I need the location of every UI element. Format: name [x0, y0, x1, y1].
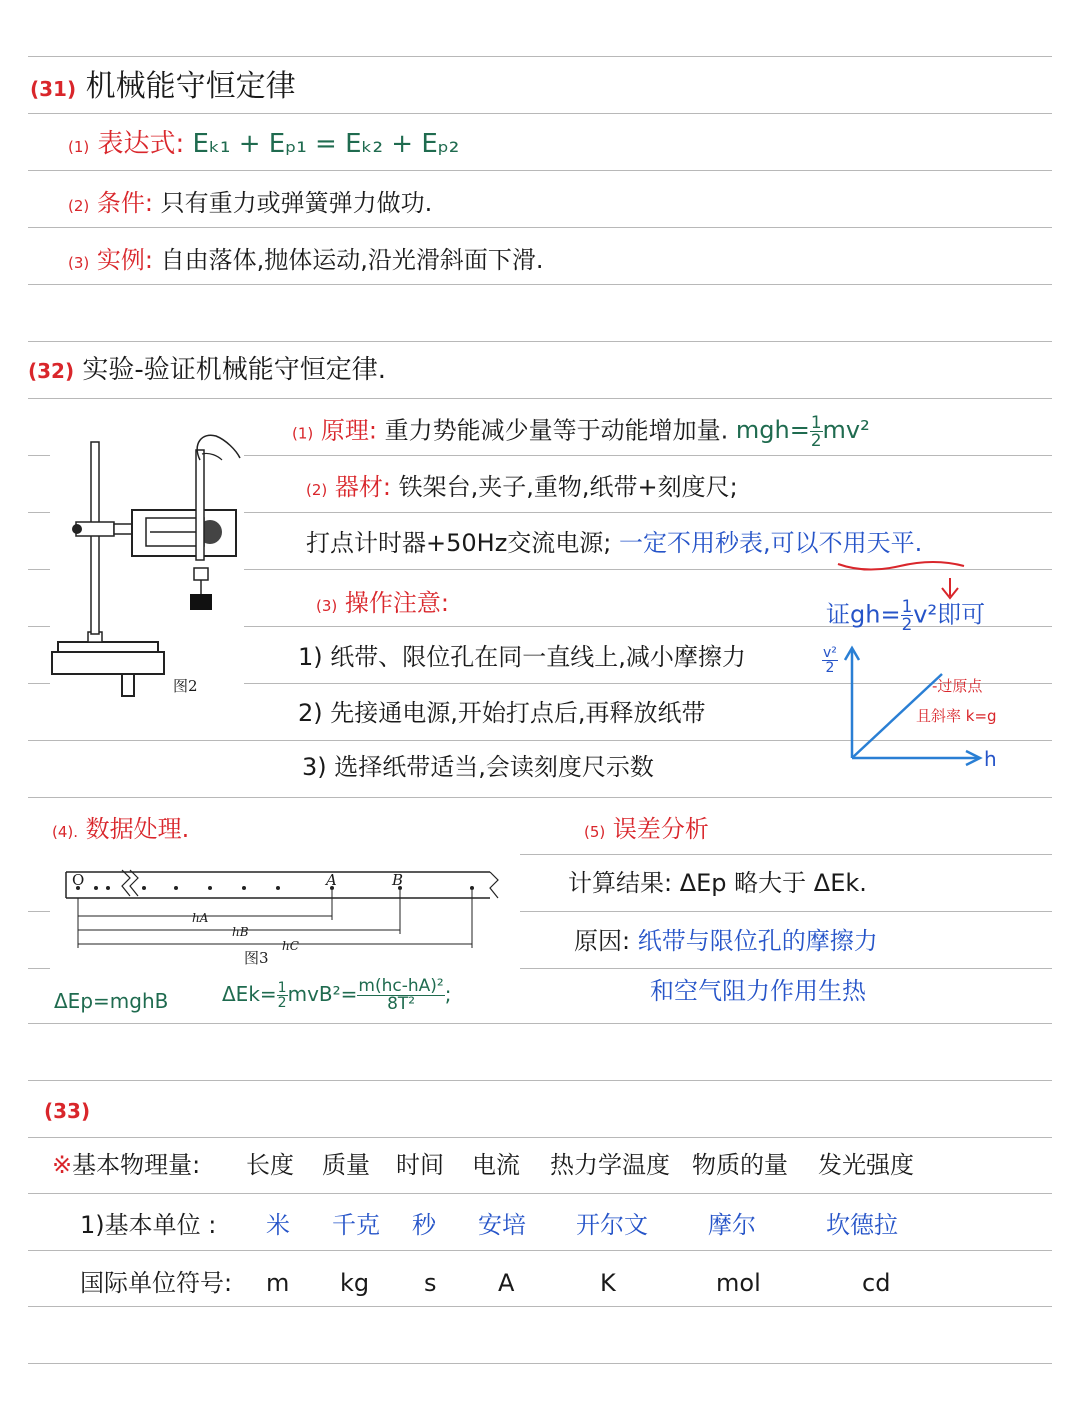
- graph-y-label: $\frac{\text{v²}}{2}$: [823, 645, 837, 676]
- basic-quantities-row: [52, 1152, 200, 1178]
- symbol-K: K: [600, 1269, 616, 1297]
- examples-text: 自由落体,抛体运动,沿光滑斜面下滑.: [160, 246, 544, 274]
- graph-note-slope: 且斜率 k=g: [916, 707, 997, 725]
- quantity-length: 长度: [246, 1151, 294, 1179]
- tape-label-A: A: [326, 871, 337, 889]
- unit-second: 秒: [412, 1211, 436, 1239]
- item-number: (2): [68, 197, 90, 215]
- tape-label-hC: hC: [282, 939, 299, 953]
- unit-meter: 米: [266, 1211, 290, 1239]
- symbol-s: s: [424, 1269, 437, 1297]
- condition-text: 只有重力或弹簧弹力做功.: [160, 189, 433, 217]
- basic-quantities-label: 基本物理量:: [72, 1151, 201, 1179]
- base-units-label: 1)基本单位 :: [80, 1211, 217, 1239]
- operation-item-2: 2) 先接通电源,开始打点后,再释放纸带: [298, 699, 706, 727]
- equipment-text-2: 打点计时器+50Hz交流电源;: [306, 529, 612, 557]
- item-number: (2): [306, 481, 328, 499]
- symbol-cd: cd: [862, 1269, 891, 1297]
- symbol-m: m: [266, 1269, 290, 1297]
- equipment-text: 铁架台,夹子,重物,纸带+刻度尺;: [398, 473, 738, 501]
- section-32-heading: [28, 356, 386, 385]
- operations-heading: [316, 590, 449, 616]
- figure-3-caption: 图3: [244, 949, 269, 967]
- item-number: (1): [68, 138, 90, 156]
- unit-mole: 摩尔: [708, 1211, 756, 1239]
- error-result: 计算结果: ΔEp 略大于 ΔEk.: [568, 869, 867, 897]
- quantity-current: 电流: [472, 1151, 520, 1179]
- unit-kelvin: 开尔文: [576, 1211, 648, 1239]
- unit-candela: 坎德拉: [826, 1211, 898, 1239]
- energy-formula: Eₖ₁ + Eₚ₁ = Eₖ₂ + Eₚ₂: [192, 129, 460, 159]
- item-expression: [68, 130, 459, 159]
- section-32-title: 实验-验证机械能守恒定律.: [82, 355, 387, 385]
- v2-h-graph: [840, 640, 990, 765]
- unit-kilogram: 千克: [332, 1211, 380, 1239]
- symbol-kg: kg: [340, 1269, 370, 1297]
- delta-ep-formula: ΔEp=mghB: [54, 989, 169, 1013]
- error-reason-line-2: 和空气阻力作用生热: [650, 977, 866, 1005]
- symbol-A: A: [498, 1269, 515, 1297]
- check-formula: 证gh= $\frac{1}{2}$ v²即可: [826, 596, 986, 634]
- reason-text: 纸带与限位孔的摩擦力: [637, 927, 878, 955]
- item-label: 数据处理.: [85, 815, 190, 843]
- tape-label-O: O: [72, 871, 85, 889]
- item-label: 条件:: [96, 189, 153, 217]
- section-32-number: (32): [28, 359, 75, 383]
- error-reason-line-1: [574, 928, 878, 954]
- operation-item-3: 3) 选择纸带适当,会读刻度尺示数: [302, 753, 654, 781]
- item-examples: [68, 247, 544, 273]
- tape-figure: [60, 866, 500, 956]
- item-label: 操作注意:: [344, 589, 449, 617]
- principle-text: 重力势能减少量等于动能增加量.: [384, 416, 729, 445]
- item-number: (4).: [52, 823, 79, 841]
- operation-item-1: 1) 纸带、限位孔在同一直线上,减小摩擦力: [298, 643, 746, 671]
- si-symbols-label: 国际单位符号:: [80, 1269, 233, 1297]
- item-label: 原理:: [320, 416, 377, 445]
- item-label: 表达式:: [97, 129, 185, 159]
- principle-formula: mgh= $\frac{1}{2}$ mv²: [735, 412, 870, 450]
- item-number: (3): [68, 254, 90, 272]
- graph-x-label: h: [984, 747, 997, 771]
- section-31-title: 机械能守恒定律: [85, 69, 296, 104]
- reason-label: 原因:: [574, 927, 631, 955]
- item-number: (5): [584, 823, 606, 841]
- tape-label-B: B: [392, 871, 404, 889]
- item-label: 器材:: [334, 473, 391, 501]
- section-31-heading: [30, 70, 296, 103]
- figure-2-caption: 图2: [173, 677, 198, 695]
- item-number: (3): [316, 597, 338, 615]
- equipment-line-2: [306, 530, 922, 556]
- item-condition: [68, 190, 432, 216]
- quantity-time: 时间: [396, 1151, 444, 1179]
- unit-ampere: 安培: [478, 1211, 526, 1239]
- graph-note-origin: -过原点: [932, 677, 983, 695]
- section-33-number: (33): [44, 1099, 91, 1123]
- item-number: (1): [292, 424, 314, 443]
- symbol-mol: mol: [716, 1269, 761, 1297]
- equipment-note: 一定不用秒表,可以不用天平.: [619, 529, 923, 557]
- quantity-temperature: 热力学温度: [550, 1151, 670, 1179]
- error-analysis-heading: [584, 816, 709, 842]
- item-label: 误差分析: [612, 815, 709, 843]
- principle-line: [292, 414, 870, 449]
- quantity-amount: 物质的量: [692, 1151, 788, 1179]
- tape-label-hA: hA: [192, 911, 209, 925]
- item-label: 实例:: [96, 246, 153, 274]
- section-31-number: (31): [30, 77, 77, 101]
- star-icon: ※: [52, 1151, 73, 1179]
- apparatus-figure: [50, 430, 250, 700]
- data-processing-heading: [52, 816, 189, 842]
- quantity-luminous: 发光强度: [818, 1151, 914, 1179]
- delta-ek-formula: ΔEk= $\frac{1}{2}$ mvB²= $\frac{\text{m(hc-hA)²}}{\text{8T²}}$ ;: [222, 976, 452, 1014]
- equipment-line-1: [306, 474, 738, 500]
- tape-label-hB: hB: [232, 925, 249, 939]
- quantity-mass: 质量: [322, 1151, 370, 1179]
